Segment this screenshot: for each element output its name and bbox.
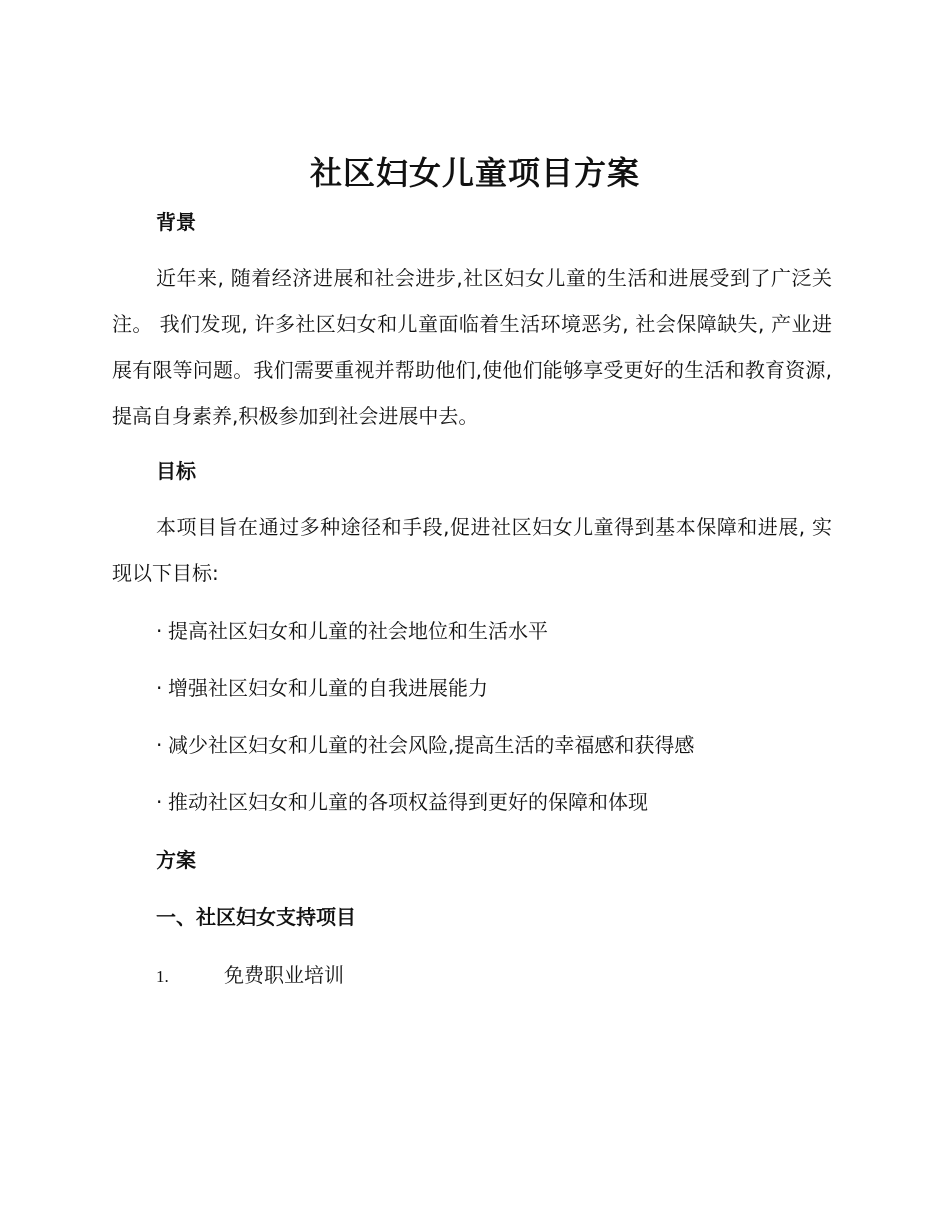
plan-subheading-block xyxy=(112,902,832,932)
section-background-paragraph-block xyxy=(112,255,832,439)
section-goals-heading-block xyxy=(112,456,832,486)
list-item-text: 免费职业培训 xyxy=(224,963,344,987)
bullet-dot: · xyxy=(156,619,163,643)
goal-bullet-item xyxy=(112,673,832,703)
document-title: 社区妇女儿童项目方案 xyxy=(309,154,640,192)
section-heading-plan: 方案 xyxy=(156,848,196,872)
goal-bullet-item xyxy=(112,730,832,760)
goals-paragraph: 本项目旨在通过多种途径和手段,促进社区妇女儿童得到基本保障和进展, 实现以下目标: xyxy=(112,515,832,585)
goal-bullet-item xyxy=(112,787,832,817)
section-plan-heading-block xyxy=(112,845,832,875)
goal-bullet-text: 提高社区妇女和儿童的社会地位和生活水平 xyxy=(168,619,548,643)
background-paragraph: 近年来, 随着经济进展和社会进步,社区妇女儿童的生活和进展受到了广泛关注。 我们发现, 许多社区妇女和儿童面临着生活环境恶劣, 社会保障缺失, 产业进展有限等问题。我们需要重视并帮助他们,使他们能够享受更好的生活和教育资源,提高自身素养,积极参加到社会进展中去。 xyxy=(112,266,832,428)
bullet-dot: · xyxy=(156,733,163,757)
goal-bullet-item xyxy=(112,616,832,646)
bullet-dot: · xyxy=(156,790,163,814)
list-number: 1. xyxy=(156,967,169,986)
goal-bullet-text: 推动社区妇女和儿童的各项权益得到更好的保障和体现 xyxy=(168,790,648,814)
goal-bullet-text: 减少社区妇女和儿童的社会风险,提高生活的幸福感和获得感 xyxy=(168,733,695,757)
section-background-heading-block xyxy=(112,207,832,237)
section-heading-background: 背景 xyxy=(156,210,196,234)
plan-subheading: 一、社区妇女支持项目 xyxy=(156,905,356,929)
goal-bullet-text: 增强社区妇女和儿童的自我进展能力 xyxy=(168,676,488,700)
plan-numbered-item xyxy=(112,960,832,992)
bullet-dot: · xyxy=(156,676,163,700)
section-heading-goals: 目标 xyxy=(156,459,196,483)
section-goals-paragraph-block xyxy=(112,504,832,596)
